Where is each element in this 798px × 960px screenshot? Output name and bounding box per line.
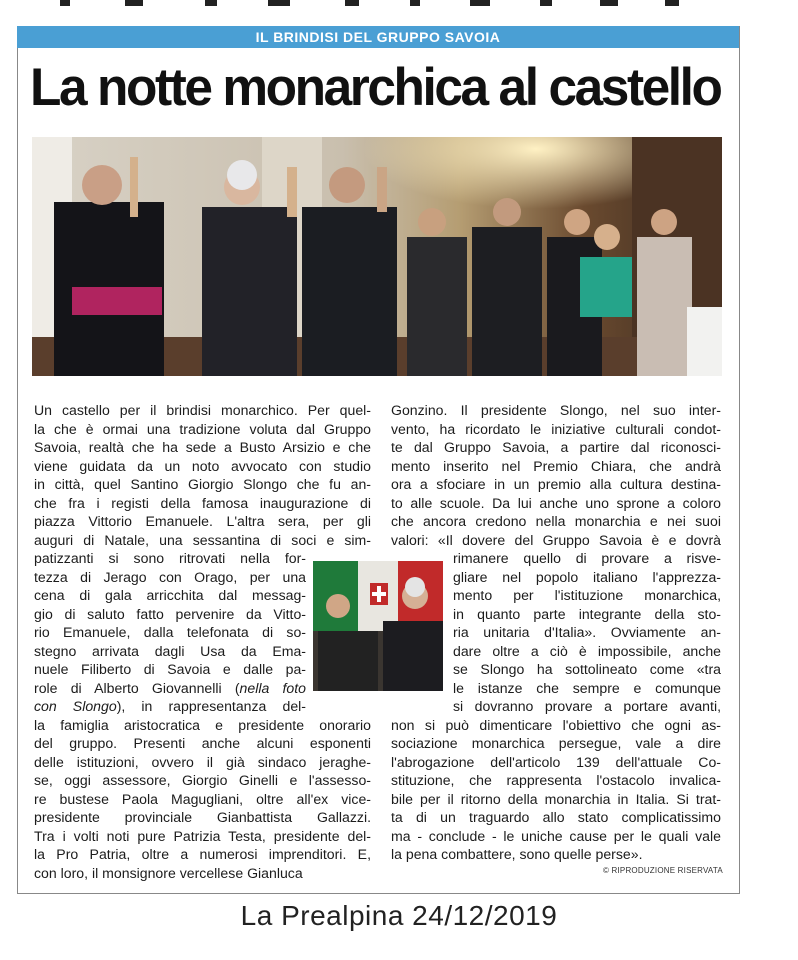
article-line: ora a sfociare in un premio alla cultura destina- bbox=[391, 476, 721, 492]
article-line: se Slongo ha sottolineato come «tra bbox=[453, 661, 721, 677]
article-line: che fra i registi della famosa inaugurazione di bbox=[34, 494, 371, 511]
article-line: bile per il ritorno della monarchia in Italia. Si trat- bbox=[391, 790, 721, 807]
article-line: patizzanti si sono ritrovati nella for- bbox=[34, 550, 306, 566]
article-line: gliare nel popolo italiano l'apprezza- bbox=[453, 568, 721, 585]
article-line: non si può dimenticare l'obiettivo che ogni as- bbox=[391, 716, 721, 733]
article-line: Savoia, realtà che ha sede a Busto Arsizio e che bbox=[34, 439, 371, 455]
article-line: la famiglia aristocratica e presidente onorario bbox=[34, 716, 371, 733]
article-line: nuele Filiberto di Savoia e dalle pa- bbox=[34, 661, 306, 677]
article-line: viene guidata da un noto avvocato con studio bbox=[34, 457, 371, 474]
article-line: delle istituzioni, ovvero il già sindaco jeraghe- bbox=[34, 753, 371, 770]
article-headline: La notte monarchica al castello bbox=[30, 58, 721, 117]
article-line: del gruppo. Presenti anche alcuni esponenti bbox=[34, 735, 371, 751]
article-line: cena di gala arricchita dal messag- bbox=[34, 587, 306, 603]
article-line: mento inserito nel Premio Chiara, che andrà bbox=[391, 457, 721, 474]
article-line: che ancora credono nella monarchia e nei suoi bbox=[391, 513, 721, 529]
article-line: con loro, il monsignore vercellese Gianluca bbox=[34, 864, 303, 881]
article-line: ta di un traguardo allo stato complicatissimo bbox=[391, 809, 721, 825]
article-line: se, oggi assessore, Giorgio Ginelli e l'assesso- bbox=[34, 772, 371, 788]
article-column-1 bbox=[34, 401, 371, 882]
article-line: rimanere quello di provare a risve- bbox=[453, 550, 721, 566]
article-line: role di Alberto Giovannelli (nella foto bbox=[34, 679, 307, 696]
article-line: tezza di Jerago con Orago, per una bbox=[34, 568, 306, 585]
article-line: ria unitaria d'Italia». Ovviamente an- bbox=[453, 624, 721, 640]
article-line: stituzione, che rappresenta l'ostacolo invalica- bbox=[391, 772, 721, 788]
article-line: in quanto parte integrante della sto- bbox=[453, 605, 721, 622]
article-line: la pena combattere, sono quelle perse». bbox=[391, 846, 643, 862]
article-line: to alle scuole. Da lui anche uno sprone a coloro bbox=[391, 494, 721, 511]
article-line: stegno arrivata dagli Usa da Ema- bbox=[34, 642, 306, 659]
article-line: la Pro Patria, oltre a numerosi imprenditori. E, bbox=[34, 846, 371, 862]
article-line: piazza Vittorio Emanuele. L'altra sera, per gli bbox=[34, 513, 371, 529]
article-line: presidente provinciale Gianbattista Gallazzi. bbox=[34, 809, 371, 825]
main-photo bbox=[32, 137, 722, 376]
article-line: re bustese Paola Magugliani, oltre all'ex vice- bbox=[34, 790, 371, 807]
article-line: sociazione monarchica persegue, vale a dire bbox=[391, 735, 721, 751]
toast-photo-icon bbox=[32, 137, 722, 376]
article-line: l'abrogazione dell'articolo 139 dell'attuale Co- bbox=[391, 753, 721, 770]
previous-page-strip bbox=[0, 0, 798, 18]
article-line: mento per l'istituzione monarchica, bbox=[453, 587, 721, 603]
article-line: Tra i volti noti pure Patrizia Testa, presidente del- bbox=[34, 827, 371, 844]
article-line: con Slongo), in rappresentanza del- bbox=[34, 698, 306, 714]
article-line: te dal Gruppo Savoia, a partire dal riconosci- bbox=[391, 439, 721, 455]
article-line: in città, quel Santino Giorgio Slongo che fu an- bbox=[34, 476, 371, 492]
article-line: ma - conclude - le uniche cause per le quali vale bbox=[391, 827, 721, 844]
article-line: Gonzino. Il presidente Slongo, nel suo inter- bbox=[391, 402, 721, 418]
article-line: dare oltre a ciò è impossibile, anche bbox=[453, 642, 721, 659]
article-line: vento, ha ricordato le iniziative culturali condot- bbox=[391, 420, 721, 437]
article-line: valori: «Il dovere del Gruppo Savoia è e dovrà bbox=[391, 531, 721, 548]
article-line: Un castello per il brindisi monarchico. Per quel- bbox=[34, 402, 371, 418]
article-line: auguri di Natale, una sessantina di soci e sim- bbox=[34, 531, 371, 548]
article-line: gio di saluto fatto pervenire da Vitto- bbox=[34, 605, 306, 622]
article-line: le istanze che sempre e comunque bbox=[453, 679, 721, 696]
article-column-2 bbox=[391, 401, 721, 864]
article-line: rio Emanuele, dalla telefonata di so- bbox=[34, 624, 306, 640]
article-kicker: IL BRINDISI DEL GRUPPO SAVOIA bbox=[17, 26, 739, 48]
article-line: la che è ormai una tradizione voluta dal Gruppo bbox=[34, 420, 371, 437]
article-line: si dovranno provare a portare avanti, bbox=[453, 698, 721, 714]
source-caption: La Prealpina 24/12/2019 bbox=[240, 900, 558, 931]
copyright-note: © RIPRODUZIONE RISERVATA bbox=[603, 866, 723, 875]
